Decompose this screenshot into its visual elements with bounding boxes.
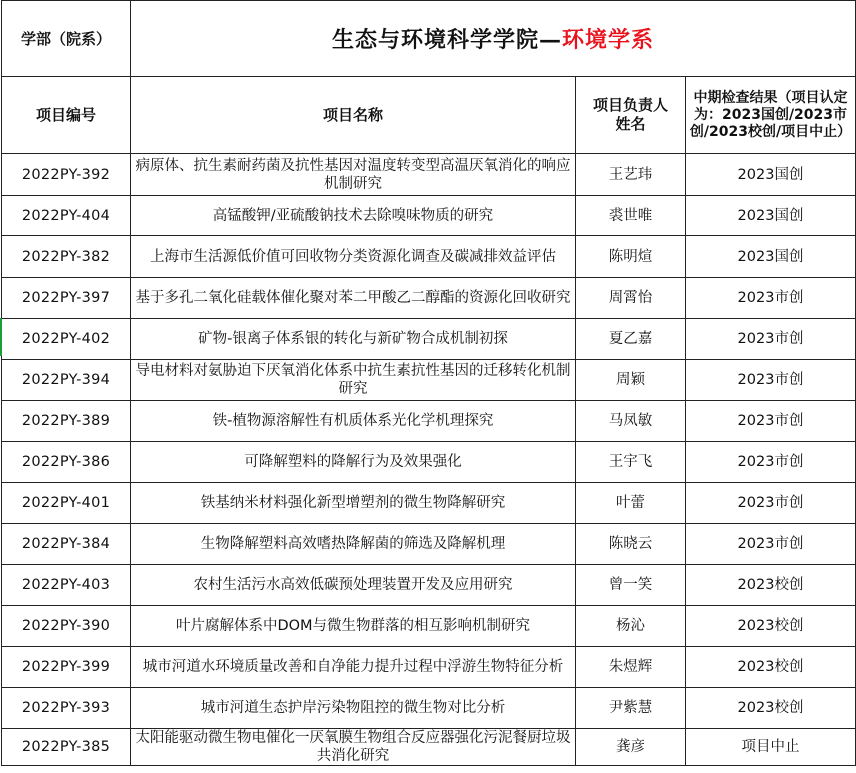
cell-project-name: 太阳能驱动微生物电催化一厌氧膜生物组合反应器强化污泥餐厨垃圾共消化研究 [131, 729, 576, 766]
table-row [2, 278, 856, 319]
selection-marker [0, 318, 2, 356]
table-row [2, 606, 856, 647]
cell-result: 2023国创 [686, 154, 856, 196]
table-row [2, 524, 856, 565]
cell-project-name: 矿物-银离子体系银的转化与新矿物合成机制初探 [131, 319, 576, 360]
cell-leader: 周颖 [576, 360, 686, 401]
cell-project-name: 可降解塑料的降解行为及效果强化 [131, 442, 576, 483]
page-title [131, 1, 856, 77]
cell-project-name: 病原体、抗生素耐药菌及抗性基因对温度转变型高温厌氧消化的响应机制研究 [131, 154, 576, 196]
cell-leader: 陈明煊 [576, 236, 686, 278]
table-row [2, 442, 856, 483]
cell-leader: 曾一笑 [576, 565, 686, 606]
cell-leader: 王宇飞 [576, 442, 686, 483]
cell-project-name: 高锰酸钾/亚硫酸钠技术去除嗅味物质的研究 [131, 196, 576, 236]
cell-leader: 裘世唯 [576, 196, 686, 236]
table-row [2, 319, 856, 360]
cell-project-id: 2022PY-404 [2, 196, 131, 236]
cell-leader: 杨沁 [576, 606, 686, 647]
cell-result: 2023市创 [686, 319, 856, 360]
col-header-name: 项目名称 [131, 77, 576, 154]
results-table [1, 0, 856, 766]
cell-result: 2023校创 [686, 565, 856, 606]
table-row [2, 154, 856, 196]
table-row [2, 483, 856, 524]
table-row [2, 360, 856, 401]
col-header-leader: 项目负责人姓名 [576, 77, 686, 154]
cell-project-name: 导电材料对氨胁迫下厌氧消化体系中抗生素抗性基因的迁移转化机制研究 [131, 360, 576, 401]
cell-project-id: 2022PY-389 [2, 401, 131, 442]
col-header-result: 中期检查结果（项目认定为：2023国创/2023市创/2023校创/项目中止） [686, 77, 856, 154]
title-highlight: 环境学系 [562, 27, 655, 53]
cell-project-name: 铁基纳米材料强化新型增塑剂的微生物降解研究 [131, 483, 576, 524]
table-row [2, 236, 856, 278]
header-row [2, 1, 856, 77]
cell-project-id: 2022PY-394 [2, 360, 131, 401]
cell-leader: 夏乙嘉 [576, 319, 686, 360]
dept-label: 学部（院系） [2, 1, 131, 77]
cell-project-id: 2022PY-393 [2, 688, 131, 729]
cell-project-id: 2022PY-397 [2, 278, 131, 319]
cell-project-id: 2022PY-392 [2, 154, 131, 196]
cell-project-id: 2022PY-386 [2, 442, 131, 483]
cell-leader: 王艺玮 [576, 154, 686, 196]
cell-result: 2023市创 [686, 524, 856, 565]
cell-leader: 尹紫慧 [576, 688, 686, 729]
cell-project-id: 2022PY-384 [2, 524, 131, 565]
table-row [2, 401, 856, 442]
cell-project-id: 2022PY-390 [2, 606, 131, 647]
cell-project-name: 叶片腐解体系中DOM与微生物群落的相互影响机制研究 [131, 606, 576, 647]
cell-project-name: 城市河道水环境质量改善和自净能力提升过程中浮游生物特征分析 [131, 647, 576, 688]
cell-result: 2023市创 [686, 483, 856, 524]
title-main: 生态与环境科学学院— [331, 27, 562, 53]
cell-project-id: 2022PY-385 [2, 729, 131, 766]
cell-project-name: 城市河道生态护岸污染物阻控的微生物对比分析 [131, 688, 576, 729]
cell-project-name: 基于多孔二氧化硅载体催化聚对苯二甲酸乙二醇酯的资源化回收研究 [131, 278, 576, 319]
cell-result: 2023市创 [686, 442, 856, 483]
cell-result: 2023市创 [686, 278, 856, 319]
table-row [2, 647, 856, 688]
cell-project-id: 2022PY-399 [2, 647, 131, 688]
cell-leader: 叶蕾 [576, 483, 686, 524]
col-header-id: 项目编号 [2, 77, 131, 154]
cell-result: 2023市创 [686, 360, 856, 401]
cell-project-name: 生物降解塑料高效嗜热降解菌的筛选及降解机理 [131, 524, 576, 565]
cell-result: 项目中止 [686, 729, 856, 766]
cell-project-id: 2022PY-401 [2, 483, 131, 524]
cell-leader: 朱煜辉 [576, 647, 686, 688]
column-header-row [2, 77, 856, 154]
table-row [2, 565, 856, 606]
cell-result: 2023校创 [686, 606, 856, 647]
cell-result: 2023市创 [686, 401, 856, 442]
cell-leader: 周霄怡 [576, 278, 686, 319]
table-row [2, 688, 856, 729]
table-row [2, 729, 856, 766]
cell-project-name: 上海市生活源低价值可回收物分类资源化调查及碳减排效益评估 [131, 236, 576, 278]
cell-leader: 龚彦 [576, 729, 686, 766]
cell-project-id: 2022PY-403 [2, 565, 131, 606]
cell-project-id: 2022PY-402 [2, 319, 131, 360]
cell-result: 2023国创 [686, 236, 856, 278]
cell-leader: 马凤敏 [576, 401, 686, 442]
table-body [2, 154, 856, 766]
cell-result: 2023校创 [686, 688, 856, 729]
cell-project-id: 2022PY-382 [2, 236, 131, 278]
cell-result: 2023国创 [686, 196, 856, 236]
table-row [2, 196, 856, 236]
cell-leader: 陈晓云 [576, 524, 686, 565]
cell-project-name: 铁-植物源溶解性有机质体系光化学机理探究 [131, 401, 576, 442]
cell-result: 2023校创 [686, 647, 856, 688]
cell-project-name: 农村生活污水高效低碳预处理装置开发及应用研究 [131, 565, 576, 606]
